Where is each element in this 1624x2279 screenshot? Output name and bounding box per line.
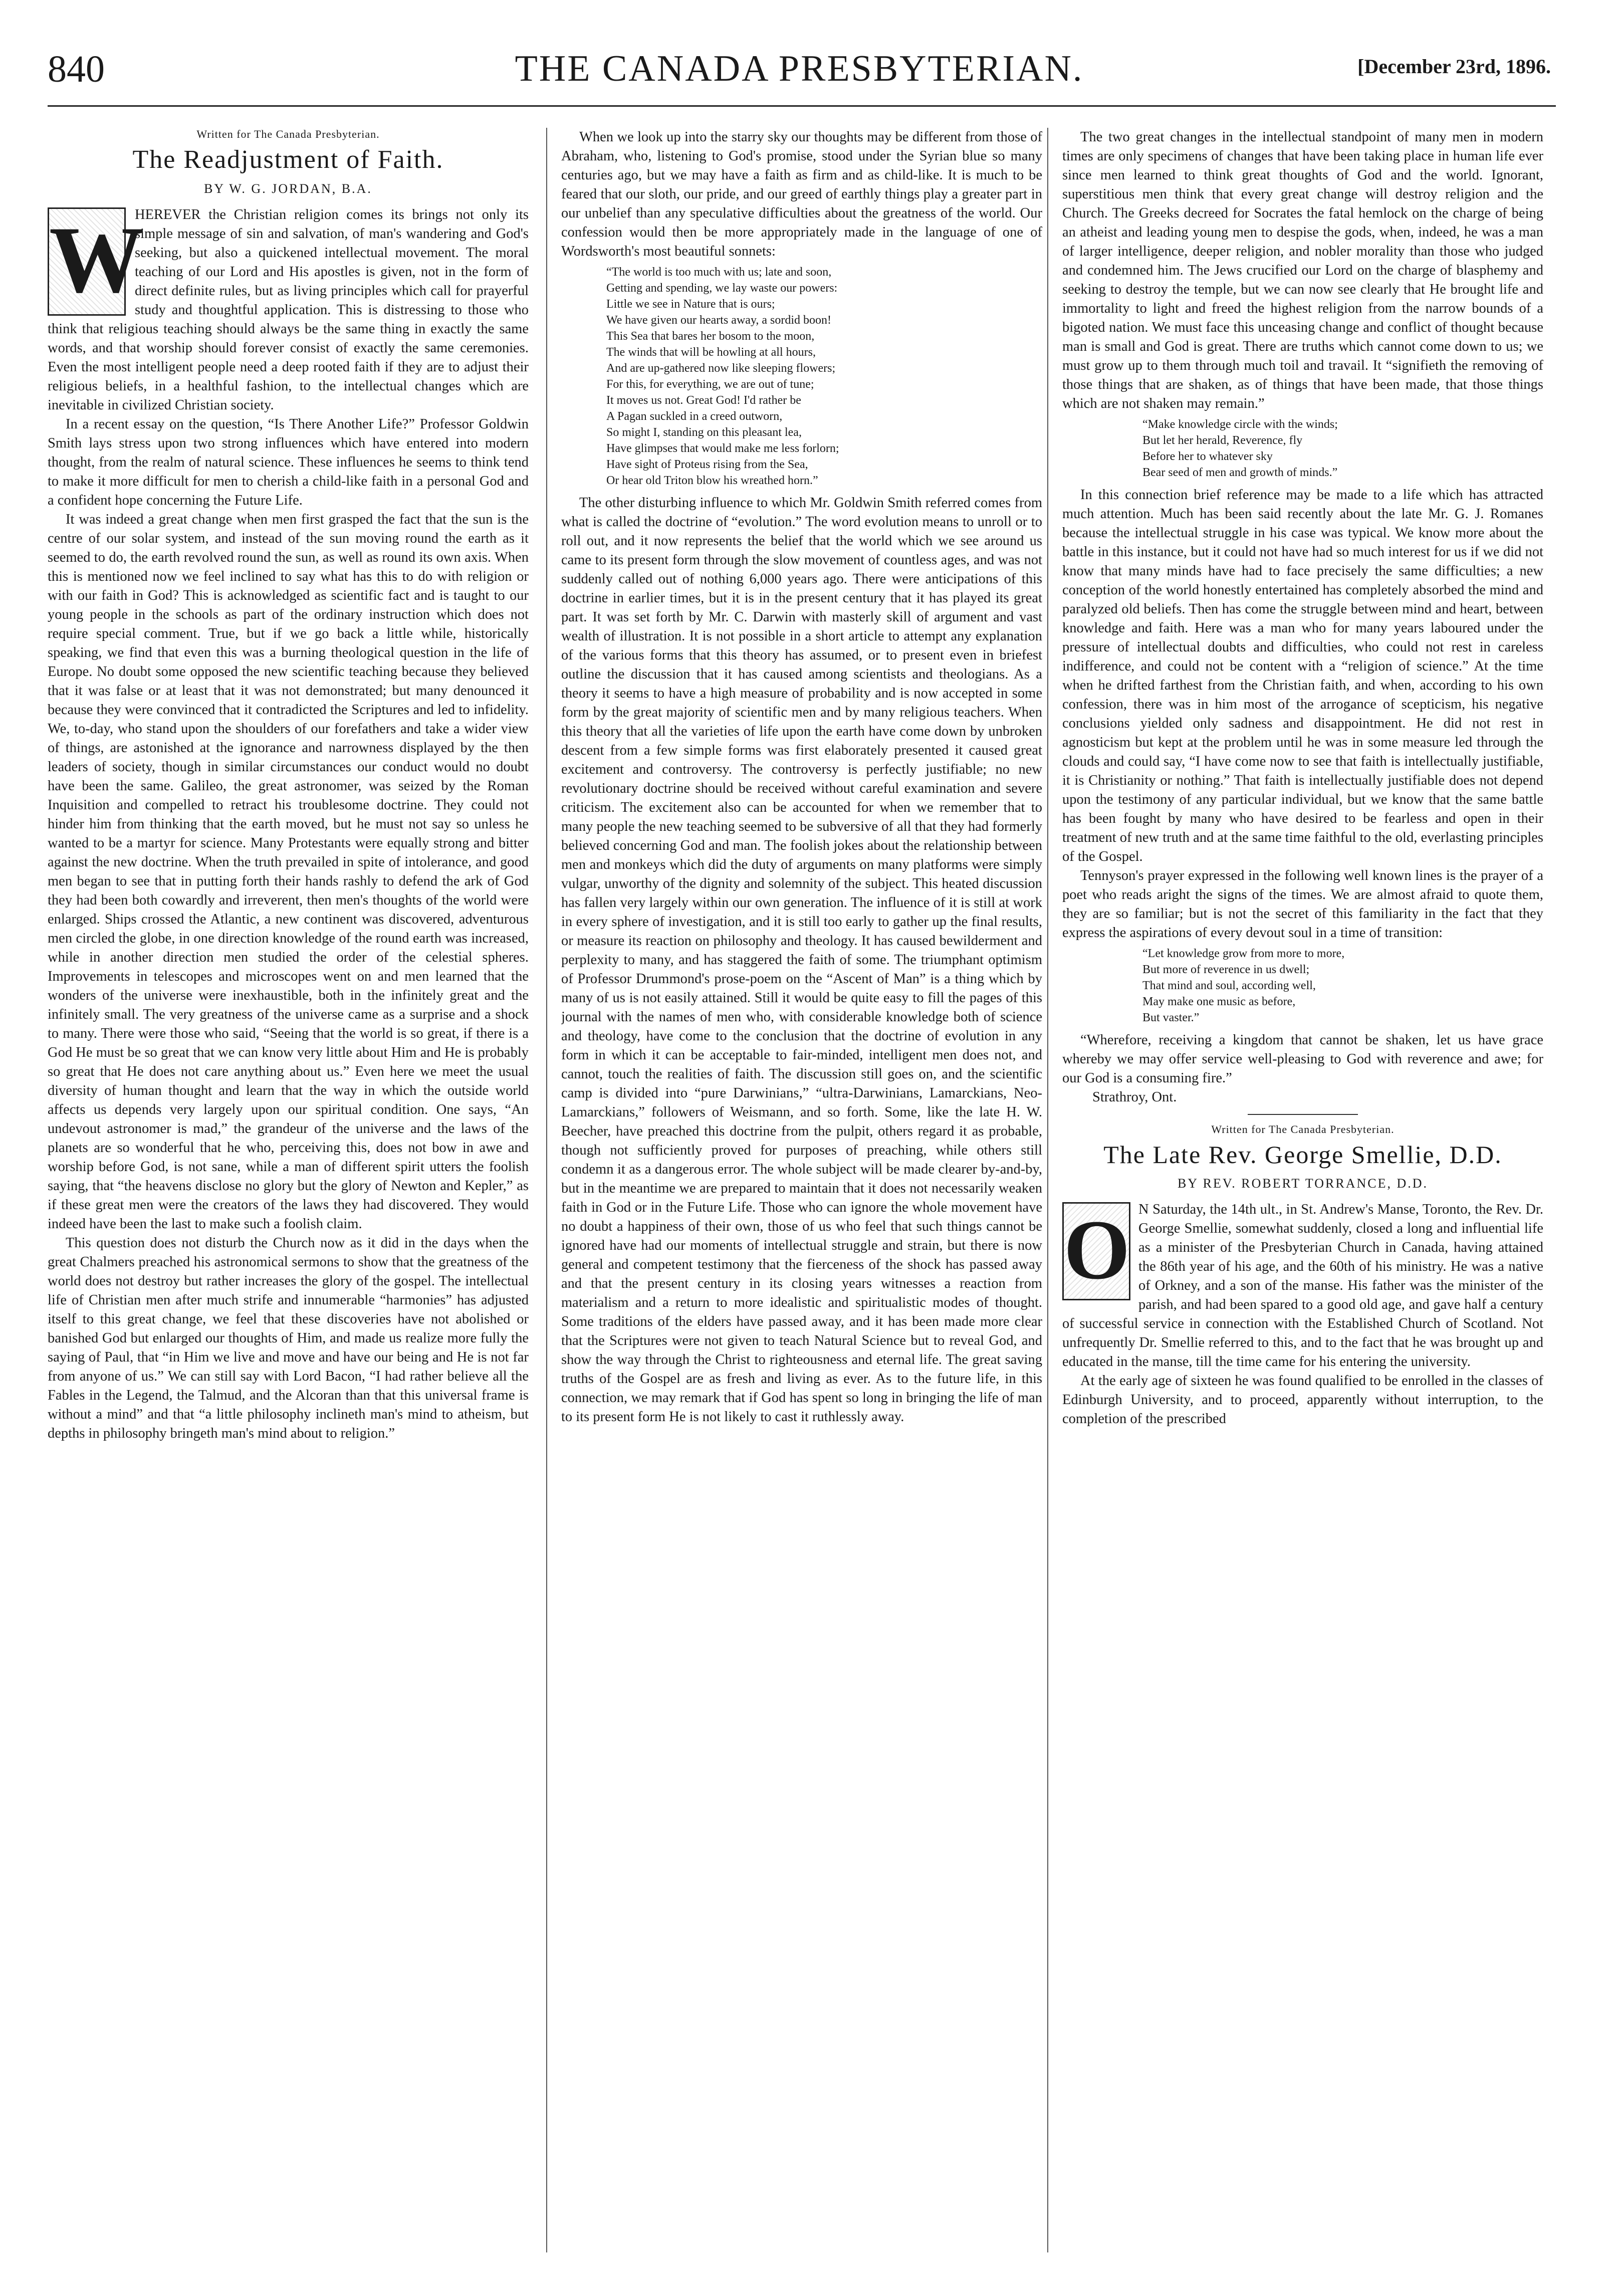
verse-line: Little we see in Nature that is ours; <box>606 298 775 311</box>
article-byline: BY REV. ROBERT TORRANCE, D.D. <box>1177 1176 1429 1191</box>
paragraph: “Wherefore, receiving a kingdom that cannot be shaken, let us have grace whereby we may offer service well-pleasing to God with reverence and awe; for our God is a consuming fire.” <box>1062 1032 1543 1086</box>
paragraph: HEREVER the Christian religion comes its brings not only its simple message of sin and salvation, of man's wandering and God's seeking, but also a quickened intellectual movement. The moral teaching of our Lord and His apostles is given, not in the form of direct definite rules, but as living principles which call for prayerful study and thoughtful application. This is distressing to those who think that religious teaching should always be the same thing in exactly the same words, and that worship should forever consist of exactly the same ceremonies. Even the most intelligent people need a deep rooted faith if they are to adjust their religious beliefs, in a healthful fashion, to the intellectual changes which are inevitable in civilized Christian society. <box>48 207 529 413</box>
paragraph: In this connection brief reference may be made to a life which has attracted much attention. Much has been said recently about the late Mr. G. J. Romanes because the intellectual struggle in his case was typical. We know more about the battle in this instance, but it could not have had so much interest for us if we did not know that many minds have had to face precisely the same difficulties; a new conception of the world honestly entertained has completely absorbed the mind and paralyzed old beliefs. Then has come the struggle between mind and heart, between knowledge and faith. Here was a man who for many years laboured under the pressure of intellectual doubts and difficulties, who could not rest in careless indifference, and could not be content with a “religion of science.” At the time when he drifted farthest from the Christian faith, and when, according to his own confession, there was in him most of the arrogance of scepticism, his negative conclusions yielded only sadness and disappointment. He did not rest in agnosticism but kept at the problem until he was in some measure led through the clouds and could say, “I have come now to see that faith is intellectually justifiable, it is Christianity or nothing.” That faith is intellectually justifiable does not depend upon the testimony of any particular individual, but we know that the same battle has been fought by many who have desired to be fearless and open in their treatment of new truth and at the same time faithful to the old, everlasting principles of the Gospel. <box>1062 487 1543 864</box>
paragraph: N Saturday, the 14th ult., in St. Andrew's Manse, Toronto, the Rev. Dr. George Smellie, somewhat suddenly, closed a long and influential life as a minister of the Presbyterian Church in Canada, having attained the 86th year of his age, and the 60th of his ministry. He was a native of Orkney, and a son of the manse. His father was the minister of the parish, and had been spared to a good old age, and gave half a century of successful service in connection with the Established Church of Scotland. Not unfrequently Dr. Smellie referred to this, and to the fact that he was brought up and educated in the manse, till the time came for his entering the university. <box>1062 1202 1543 1370</box>
ornamental-initial-icon: O <box>1062 1202 1130 1300</box>
masthead-rule <box>48 105 1556 107</box>
verse-line: “Make knowledge circle with the winds; <box>1142 418 1338 431</box>
paragraph: In a recent essay on the question, “Is There Another Life?” Professor Goldwin Smith lays stress upon two strong influences which have entered into modern thought, from the realm of natural science. These influences he seems to think tend to make it more difficult for men to cherish a child-like faith in a personal God and a confident hope concerning the Future Life. <box>48 416 529 508</box>
verse-line: Before her to whatever sky <box>1142 450 1273 463</box>
verse-line: This Sea that bares her bosom to the moon, <box>606 330 815 343</box>
ornamental-initial-icon: W <box>48 207 126 316</box>
masthead <box>48 48 1551 108</box>
column-3 <box>1062 128 1543 2252</box>
verse-line: “The world is too much with us; late and soon, <box>606 266 832 279</box>
verse-line: Getting and spending, we lay waste our powers: <box>606 282 838 295</box>
verse-line: But more of reverence in us dwell; <box>1142 963 1310 976</box>
paragraph: The two great changes in the intellectual standpoint of many men in modern times are only specimens of changes that have been taking place in human life ever since men learned to think great thoughts of God and the world. Ignorant, superstitious men think that every great change will destroy religion and the Church. The Greeks decreed for Socrates the fatal hemlock on the charge of being an atheist and leading young men to despise the gods, when, indeed, he was a man of larger intelligence, deeper religion, and nobler morality than those who judged and condemned him. The Jews crucified our Lord on the charge of blasphemy and seeking to destroy the temple, but we can now see clearly that He brought life and immortality to light and freed the highest religion from the narrow bounds of a bigoted nation. We must face this unceasing change and conflict of thought because man is small and God is great. There are truths which cannot come down to us; we must grow up to them through much toil and travail. It “signifieth the removing of those things that are shaken, as of things that have been made, that those things which are not shaken may remain.” <box>1062 129 1543 411</box>
page-number: 840 <box>48 48 105 90</box>
paragraph: This question does not disturb the Church now as it did in the days when the great Chalmers preached his astronomical sermons to show that the greatness of the world does not destroy but rather increases the glory of the gospel. The intellectual life of Christian men after much strife and innumerable “harmonies” has adjusted itself to this great change, we feel that these discoveries have not abolished or banished God but enlarged our thoughts of Him, and made us realize more fully the saying of Paul, that “in Him we live and move and have our being and He is not far from anyone of us.” We can still say with Lord Bacon, “I had rather believe all the Fables in the Legend, the Talmud, and the Alcoran than that this universal frame is without a mind” and that “a little philosophy inclineth man's mind to atheism, but depths in philosophy bringeth man's mind about to religion.” <box>48 1235 529 1441</box>
verse-line: It moves us not. Great God! I'd rather be <box>606 394 801 407</box>
verse-line: A Pagan suckled in a creed outworn, <box>606 410 783 423</box>
verse-line: We have given our hearts away, a sordid boon! <box>606 314 832 327</box>
column-2 <box>561 128 1042 2252</box>
verse-line: That mind and soul, according well, <box>1142 979 1316 992</box>
column-rule <box>1047 128 1048 2252</box>
column-rule <box>546 128 547 2252</box>
verse-line: And are up-gathered now like sleeping flowers; <box>606 362 836 375</box>
verse-line: So might I, standing on this pleasant lea, <box>606 426 802 439</box>
verse-line: “Let knowledge grow from more to more, <box>1142 947 1345 960</box>
verse-line: Or hear old Triton blow his wreathed horn.” <box>606 474 818 487</box>
article-credit: Written for The Canada Presbyterian. <box>196 128 380 140</box>
article-signoff: Strathroy, Ont. <box>1092 1089 1177 1105</box>
article-credit: Written for The Canada Presbyterian. <box>1211 1123 1395 1135</box>
verse-line: May make one music as before, <box>1142 995 1296 1008</box>
verse-line: For this, for everything, we are out of tune; <box>606 378 814 391</box>
column-1 <box>48 128 529 2252</box>
paragraph: The other disturbing influence to which Mr. Goldwin Smith referred comes from what is called the doctrine of “evolution.” The word evolution means to unroll or to roll out, and it now represents the belief that the world which we see around us came to its present form through the slow movement of countless ages, and was not suddenly called out of nothing 6,000 years ago. There were anticipations of this doctrine in earlier times, but it is in the present century that it has played its great part. It was set forth by Mr. C. Darwin with masterly skill of argument and vast wealth of illustration. It is not possible in a short article to attempt any explanation of the various forms that this theory has assumed, or to present even in briefest outline the discussion that it has caused among scientists and theologians. As a theory it seems to have a high measure of probability and is now accepted in some form by the great majority of scientific men and by many religious teachers. When this theory that all the varieties of life upon the earth have come down by unbroken descent from a few simple forms was first elaborately presented it caused great excitement and controversy. The controversy is perfectly justifiable; no new revolutionary doctrine should be received without careful examination and severe criticism. The excitement also can be accounted for when we remember that to many people the new teaching seemed to be subversive of all that they had formerly believed concerning God and man. The foolish jokes about the relationship between men and monkeys which did the duty of arguments on many platforms were simply vulgar, unworthy of the dignity and solemnity of the subject. This heated discussion has fallen very largely within our own generation. The influence of it is still at work in every sphere of investigation, and it is still too early to gather up the final results, or measure its reaction on philosophy and theology. It has caused bewilderment and perplexity to many, and has staggered the faith of some. The triumphant optimism of Professor Drummond's prose-poem on the “Ascent of Man” is a thing which by many of us is not easily attained. Still it would be quite easy to fill the pages of this journal with the names of men who, with considerable knowledge both of science and theology, have come to the conclusion that the doctrine of evolution in any form in which it can be acceptable to fair-minded, intelligent men does not, and cannot, touch the realities of faith. The discussion still goes on, and the scientific camp is divided into “pure Darwinians,” “ultra-Darwinians, Lamarckians, Neo-Lamarckians,” followers of Weismann, and so forth. Some, like the late H. W. Beecher, have preached this doctrine from the pulpit, others regard it as probable, though not sufficiently proved for purposes of preaching, while others still condemn it as a dangerous error. The whole subject will be made clearer by-and-by, but in the meantime we are prepared to maintain that it does not necessarily weaken faith in God or in the Future Life. Those who can ignore the whole movement have no doubt a happiness of their own, those of us who feel that such things cannot be ignored have had our moments of intellectual struggle and strain, but there is now general and competent testimony that the fierceness of the shock has passed away and that the present century in its closing years witnesses a reaction from materialism and a return to more idealistic and spiritualistic modes of thought. Some traditions of the elders have passed away, and it has been made more clear that the Scriptures were not given to teach Natural Science but to reveal God, and show the way through the Christ to righteousness and eternal life. The great saving truths of the Gospel are as fresh and living as ever. As to the future life, in this connection, we may remark that if God has spent so long in bringing the life of man to its present form He is not likely to cast it ruthlessly away. <box>561 495 1042 1425</box>
verse-line: Bear seed of men and growth of minds.” <box>1142 466 1338 479</box>
sonnet-quote <box>606 264 1042 489</box>
verse-line: But let her herald, Reverence, fly <box>1142 434 1303 447</box>
paragraph: When we look up into the starry sky our thoughts may be different from those of Abraham, who, listening to God's promise, stood under the Syrian blue so many centuries ago, but we may have a faith as firm and as child-like. It is much to be feared that our sloth, our pride, and our greed of earthly things play a greater part in our unbelief than any speculative difficulties about the greatness of the world. Our confession would then be more appropriately made in the language of one of Wordsworth's most beautiful sonnets: <box>561 129 1042 259</box>
verse-line: Have sight of Proteus rising from the Sea, <box>606 458 808 471</box>
verse-line: The winds that will be howling at all hours, <box>606 346 816 359</box>
article-title: The Readjustment of Faith. <box>132 145 444 174</box>
verse-quote <box>1142 416 1543 481</box>
paragraph: Tennyson's prayer expressed in the following well known lines is the prayer of a poet who reads aright the signs of the times. We are almost afraid to quote them, they are so familiar; but is not the secret of this familiarity in the fact that they express the aspirations of every devout soul in a time of transition: <box>1062 868 1543 941</box>
paragraph: At the early age of sixteen he was found qualified to be enrolled in the classes of Edinburgh University, and to proceed, apparently without interruption, to the completion of the prescribed <box>1062 1373 1543 1427</box>
issue-date: [December 23rd, 1896. <box>1357 55 1551 78</box>
verse-line: But vaster.” <box>1142 1011 1200 1024</box>
paragraph: It was indeed a great change when men first grasped the fact that the sun is the centre of our solar system, and instead of the sun moving round the earth as it seemed to do, the earth revolved round the sun, as well as round its own axis. When this is mentioned now we feel inclined to say what has this to do with religion or with our faith in God? This is acknowledged as scientific fact and is taught to our young people in the schools as part of the ordinary instruction which does not require special comment. True, but if we go back a little while, historically speaking, we find that even this was a burning theological question in the life of Europe. No doubt some opposed the new scientific teaching because they believed that it was false or at least that it was not demonstrated; but many denounced it because they were convinced that it contradicted the Scriptures and led to infidelity. We, to-day, who stand upon the shoulders of our forefathers and take a wider view of things, are astonished at the ignorance and narrowness displayed by the then leaders of society, though in similar circumstances our conduct would no doubt have been the same. Galileo, the great astronomer, was seized by the Roman Inquisition and compelled to retract his troublesome doctrine. They could not hinder him from thinking that the earth moved, but he must not say so unless he wanted to be a martyr for science. Many Protestants were equally strong and bitter against the new doctrine. When the truth prevailed in spite of intolerance, and good men began to see that in putting forth their hands rashly to defend the ark of God they had been both cowardly and irreverent, then men's thoughts of the world were enlarged. Ships crossed the Atlantic, a new continent was discovered, adventurous men circled the globe, in one direction knowledge of the round earth was increased, while in another direction men studied the order of the celestial spheres. Improvements in telescopes and microscopes went on and men learned that the wonders of the universe were inexhaustible, both in the infinitely great and the infinitely small. The very greatness of the universe came as a surprise and a shock to many. There were those who said, “Seeing that the world is so great, if there is a God He must be so great that we can know very little about Him and He is probably so great that He does not care anything about us.” Even here we meet the usual diversity of human thought and learn that the way in which the outside world affects us depends very largely upon our spiritual condition. One says, “An undevout astronomer is mad,” the grandeur of the universe and the laws of the planets are so wonderful that he who, perceiving this, does not bow in awe and worship before God, is not sane, while a man of different spirit utters the foolish saying, that “the heavens disclose no glory but the glory of Newton and Kepler,” as if these great men were the creators of the laws they had discovered. They would indeed have been the last to make such a foolish claim. <box>48 512 529 1232</box>
verse-line: Have glimpses that would make me less forlorn; <box>606 442 839 455</box>
article-byline: BY W. G. JORDAN, B.A. <box>204 181 372 196</box>
verse-quote <box>1142 946 1543 1026</box>
article-separator <box>1248 1114 1358 1115</box>
article-title: The Late Rev. George Smellie, D.D. <box>1103 1141 1502 1169</box>
journal-title: THE CANADA PRESBYTERIAN. <box>515 48 1084 89</box>
